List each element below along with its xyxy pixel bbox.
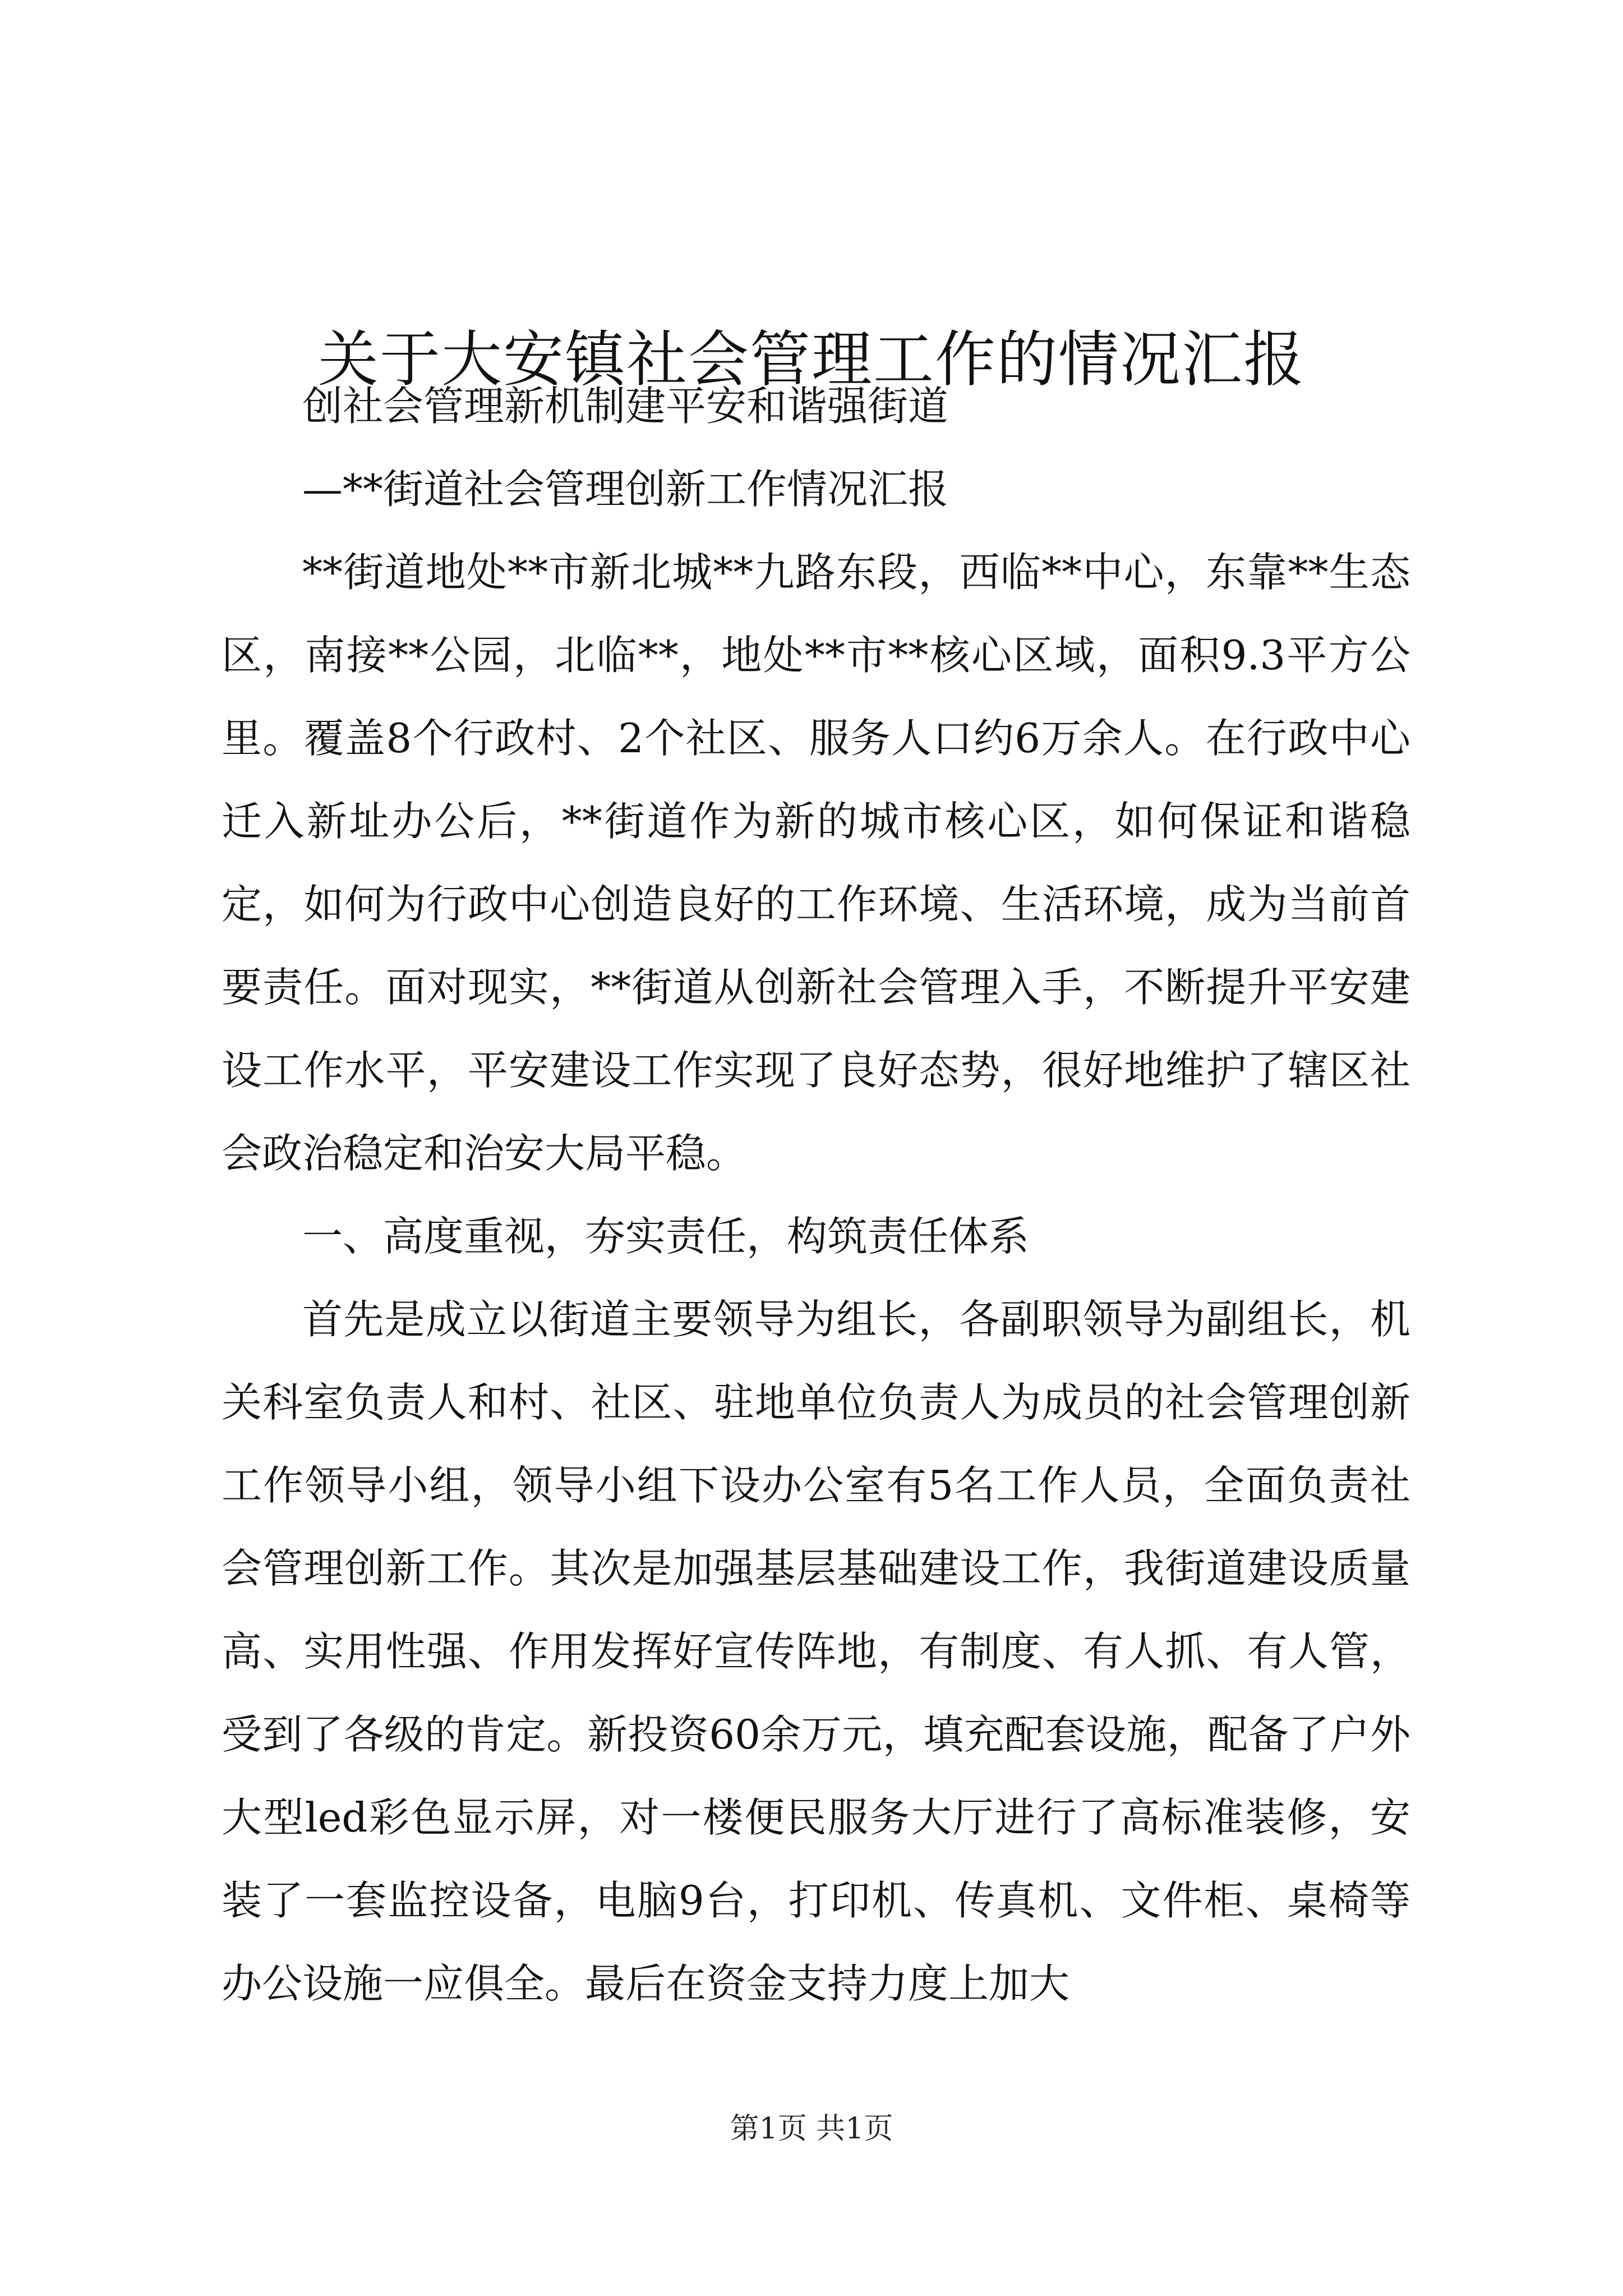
body-paragraph: 首先是成立以街道主要领导为组长，各副职领导为副组长，机关科室负责人和村、社区、驻地单位负责人为成员的社会管理创新工作领导小组，领导小组下设办公室有5名工作人员，全面负责社会管理创新工作。其次是加强基层基础建设工作，我街道建设质量高、实用性强、作用发挥好宣传阵地，有制度、有人抓、有人管，受到了各级的肯定。新投资60余万元，填充配套设施，配备了户外大型led彩色显示屏，对一楼便民服务大厅进行了高标准装修，安装了一套监控设备，电脑9台，打印机、传真机、文件柜、桌椅等办公设施一应俱全。最后在资金支持力度上加大 <box>222 1296 1410 2007</box>
document-body <box>222 365 1410 2025</box>
document-title: 关于大安镇社会管理工作的情况汇报 <box>317 325 1305 395</box>
subtitle-line: —**街道社会管理创新工作情况汇报 <box>302 466 949 513</box>
subtitle-line: 创社会管理新机制建平安和谐强街道 <box>302 383 949 430</box>
body-paragraph: **街道地处**市新北城**九路东段，西临**中心，东靠**生态区，南接**公园，北临**，地处**市**核心区域，面积9.3平方公里。覆盖8个行政村、2个社区、服务人口约6万余人。在行政中心迁入新址办公后，**街道作为新的城市核心区，如何保证和谐稳定，如何为行政中心创造良好的工作环境、生活环境，成为当前首要责任。面对现实，**街道从创新社会管理入手，不断提升平安建设工作水平，平安建设工作实现了良好态势，很好地维护了辖区社会政治稳定和治安大局平稳。 <box>222 549 1410 1177</box>
section-heading: 一、高度重视，夯实责任，构筑责任体系 <box>302 1213 1030 1260</box>
page-footer: 第1页 共1页 <box>730 2112 893 2146</box>
